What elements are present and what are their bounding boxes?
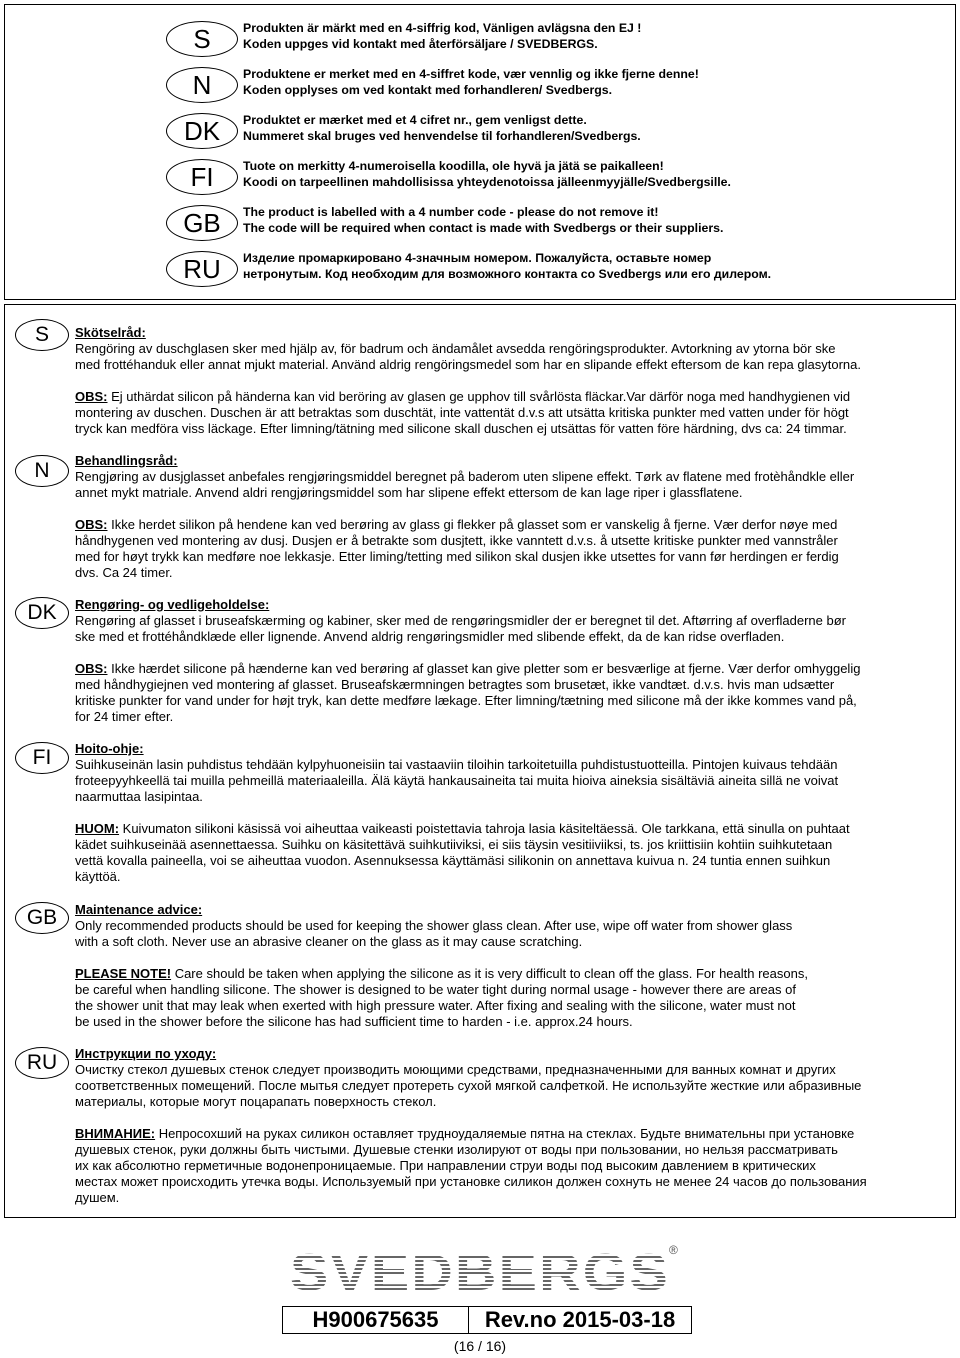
section-badge-n: N — [15, 455, 69, 487]
lang-badge-fi: FI — [166, 159, 238, 195]
notice-text-ru: Изделие промаркировано 4-значным номером. Пожалуйста, оставьте номер нетронутым. Код необходим для возможного контакта со Svedbergs или его дилером. — [243, 251, 772, 281]
logo-wordmark: SVEDBERGS — [290, 1244, 670, 1300]
revision-number: Rev.no 2015-03-18 — [484, 1307, 676, 1332]
note-label: OBS: — [75, 661, 108, 676]
lang-badge-dk: DK — [166, 113, 238, 149]
lang-badge-gb: GB — [166, 205, 238, 241]
section-badge-ru: RU — [15, 1047, 69, 1079]
section-badge-gb: GB — [15, 902, 69, 934]
section-heading: Skötselråd: — [75, 325, 146, 340]
section-heading: Hoito-ohje: — [75, 741, 144, 756]
section-badge-dk: DK — [15, 597, 69, 629]
notice-text-gb: The product is labelled with a 4 number code - please do not remove it! The code will be required when contact is made with Svedbergs or their suppliers. — [243, 205, 724, 235]
section-ru: Инструкции по уходу: Очистку стекол душевых стенок следует производить моющими средствами, предназначенными для ванных комнат и других соответственных помещений. После мытья следует протереть сухой мягкой салфеткой. Не используйте жесткие или абразивные материалы, которые могут поцарапать поверхность стекол. ВНИМАНИЕ: Непросохший на руках силикон оставляет трудноудаляемые пятна на стеклах. Будьте внимательны при установке душевых стенок, руки должны быть чистыми. Душевые стенки изолируют от воды при пользовании, но нельзя рассматривать их как абсолютно герметичные водонепроницаемые. При направлении струи воды под высоким давлением в критических местах может происходить утечка воды. Используемый при установке силикон должен сохнуть не менее 24 часов до пользования душем. — [75, 1046, 945, 1206]
lang-badge-ru: RU — [166, 251, 238, 287]
section-badge-fi: FI — [15, 742, 69, 774]
note-label: OBS: — [75, 389, 108, 404]
notice-text-s: Produkten är märkt med en 4-siffrig kod, Vänligen avlägsna den EJ ! Koden uppges vid kontakt med återförsäljare / SVEDBERGS. — [243, 21, 642, 51]
section-badge-s: S — [15, 319, 69, 351]
section-heading: Behandlingsråd: — [75, 453, 178, 468]
section-heading: Maintenance advice: — [75, 902, 203, 917]
section-heading: Инструкции по уходу: — [75, 1046, 217, 1061]
section-dk: Rengøring- og vedligeholdelse: Rengøring af glasset i bruseafskærming og kabiner, sker med de rengøringsmidler der er beregnet til det. Aftørring af overfladerne bør ske med et frottéhåndklæde eller lignende. Anvend aldrig rengøringsmidler med slibende effekt, da de kan ridse overfladen. OBS: Ikke hærdet silicone på hænderne kan ved berøring af glasset kan give pletter som er besværlige at fjerne. Vær derfor omhyggelig med håndhygiejnen ved montering af glasset. Bruseafskærmningen betragtes som brusetæt, ikke vandtæt. d.v.s. hvis man udsætter kritiske punkter for vand under for højt tryk, kan dette medføre lækage. Efter limning/tætning med silicone må der ikke kommes vand på, for 24 timer efter. — [75, 597, 945, 725]
svedbergs-logo — [280, 1240, 680, 1300]
section-heading: Rengøring- og vedligeholdelse: — [75, 597, 270, 612]
lang-badge-s: S — [166, 21, 238, 57]
section-gb: Maintenance advice: Only recommended products should be used for keeping the shower glass clean. After use, wipe off water from shower glass with a soft cloth. Never use an abrasive cleaner on the glass as it may cause scratching. PLEASE NOTE! Care should be taken when applying the silicone as it is very difficult to clean off the glass. For health reasons, be careful when handling silicone. The shower is designed to be water tight during normal usage - however there are areas of the shower unit that may leak when exerted with high pressure water. After fixing and sealing with the silicone, water must not be used in the shower before the silicone has had sufficient time to harden - i.e. approx.24 hours. — [75, 902, 945, 1030]
section-fi: Hoito-ohje: Suihkuseinän lasin puhdistus tehdään kylpyhuoneisiin tai vastaaviin tiloihin tarkoitetuilla puhdistustuotteilla. Pintojen kuivaus tehdään froteepyyhkeellä tai muilla pehmeillä materiaaleilla. Älä käytä hankausaineita tai muita hioiva aineksia sisältäviä aineita sillä ne voivat naarmuttaa lasipintaa. HUOM: Kuivumaton silikoni käsissä voi aiheuttaa vaikeasti poistettavia tahroja lasia käsiteltäessä. Ole tarkkana, että sinulla on puhtaat kädet suihkuseinää asennettaessa. Suihku on käsitettävä suihkutiiviksi, ei siis täysin vesitiiviiksi, ts. jos kriittisiin kohtiin suihkutetaan vettä kovalla paineella, voi se aiheuttaa vuodon. Asennuksessa käyttämäsi silikonin on annettava kuivua n. 24 tuntia ennen suihkun käyttöä. — [75, 741, 945, 885]
notice-text-fi: Tuote on merkitty 4-numeroisella koodilla, ole hyvä ja jätä se paikalleen! Koodi on tarpeellinen mahdollisissa yhteydenotoissa jälleenmyyjälle/Svedbergsille. — [243, 159, 731, 189]
section-n: Behandlingsråd: Rengjøring av dusjglasset anbefales rengjøringsmiddel beregnet på baderom uten slipene effekt. Tørk av flatene med frotèhåndkle eller annet mykt matriale. Anvend aldri rengjøringsmiddel som har slipene effekt ettersom de kan lage riper i glassflatene. OBS: Ikke herdet silikon på hendene kan ved berøring av glass gi flekker på glasset som er vanskelig å fjerne. Vær derfor nøye med håndhygenen ved montering av dusj. Dusjen er å betrakte som dusjtett, ikke vanntett d.v.s. å utsette kritiske punkter med vannstråler med for høyt trykk kan medføre noe lekkasje. Etter liming/tetting med silikon skal dusjen ikke utsettes for vann før herdingen er ferdig dvs. Ca 24 timer. — [75, 453, 945, 581]
note-label: HUOM: — [75, 821, 120, 836]
registered-mark: ® — [669, 1243, 678, 1257]
notice-text-dk: Produktet er mærket med et 4 cifret nr., gem venligst dette. Nummeret skal bruges ved henvendelse til forhandleren/Svedbergs. — [243, 113, 641, 143]
document-id-bar — [282, 1306, 692, 1334]
note-label: OBS: — [75, 517, 108, 532]
note-label: ВНИМАНИЕ: — [75, 1126, 156, 1141]
note-label: PLEASE NOTE! — [75, 966, 172, 981]
section-s: Skötselråd: Rengöring av duschglasen sker med hjälp av, för badrum och ändamålet avsedda rengöringsprodukter. Avtorkning av ytorna bör ske med frottéhanduk eller annat mjukt material. Använd aldrig rengöringsmedel som har en slipande effekt eftersom de kan repa glasytorna. OBS: Ej uthärdat silicon på händerna kan vid beröring av glasen ge upphov till svårlösta fläckar.Var därför noga med handhygienen vid montering av duschen. Duschen är att betraktas som duschtät, inte vattentät d.v.s att utsätta kritiska punkter med vatten under för högt tryck kan medföra viss läckage. Efter limning/tätning med silicone skall duschen ej utsättas för vatten före härdning, dvs ca: 24 timmar. — [75, 325, 945, 437]
document-number: H900675635 — [283, 1307, 469, 1333]
notice-text-n: Produktene er merket med en 4-siffret kode, vær vennlig og ikke fjerne denne! Koden opplyses om ved kontakt med forhandleren/ Svedbergs. — [243, 67, 699, 97]
page-number: (16 / 16) — [453, 1338, 507, 1354]
lang-badge-n: N — [166, 67, 238, 103]
